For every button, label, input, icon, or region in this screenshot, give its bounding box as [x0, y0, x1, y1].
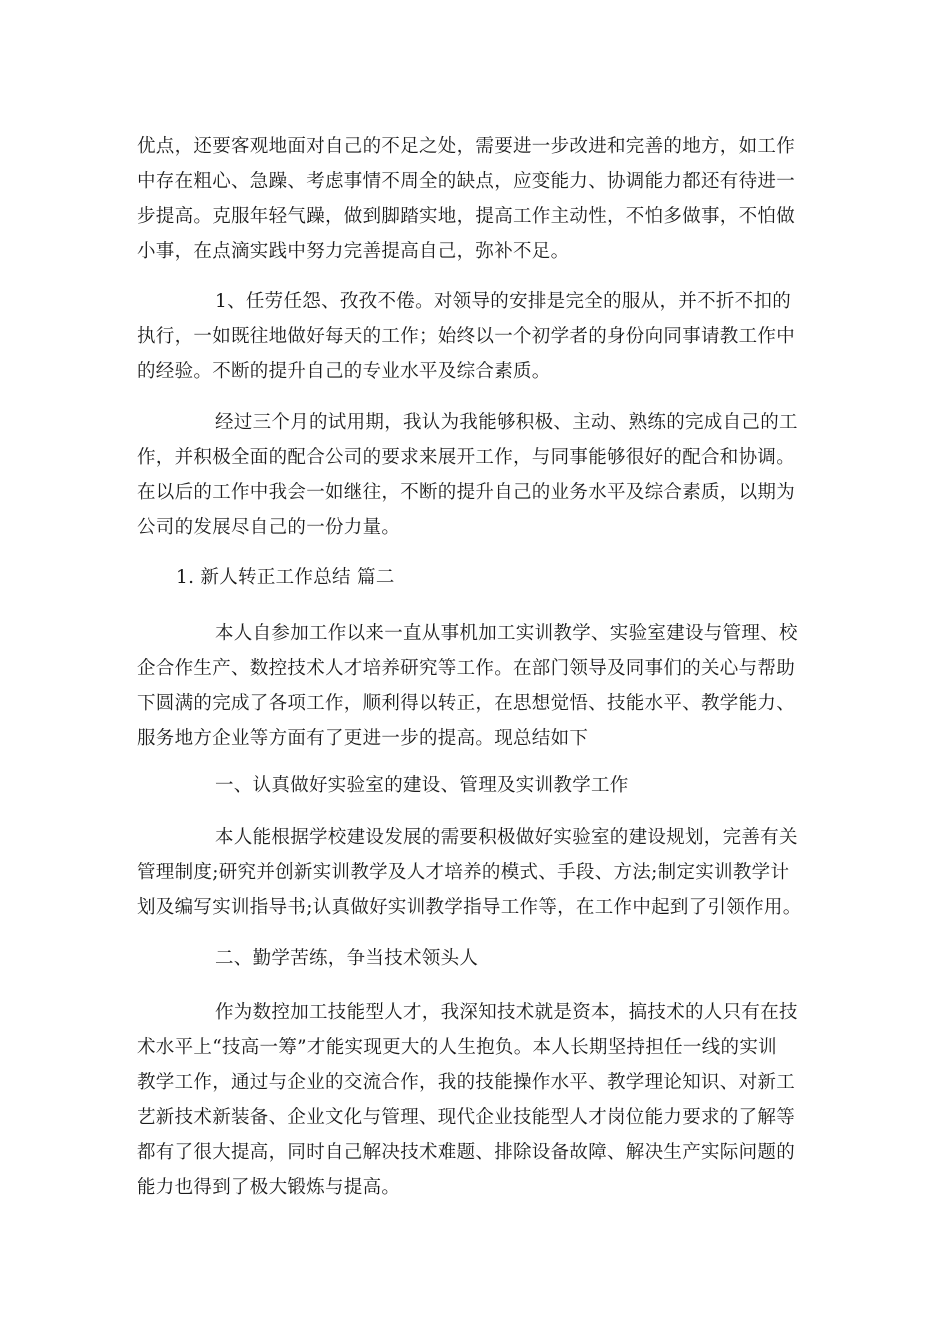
- paragraph-3-line-2: 作，并积极全面的配合公司的要求来展开工作，与同事能够很好的配合和协调。: [137, 447, 796, 468]
- subheading-2: 二、勤学苦练，争当技术领头人: [215, 948, 479, 969]
- paragraph-5-line-4: 服务地方企业等方面有了更进一步的提高。现总结如下: [137, 728, 589, 749]
- paragraph-9-line-6: 能力也得到了极大锻炼与提高。: [137, 1177, 401, 1198]
- paragraph-9-line-3: 教学工作，通过与企业的交流合作，我的技能操作水平、教学理论知识、对新工: [137, 1072, 796, 1093]
- paragraph-1-line-1: 优点，还要客观地面对自己的不足之处，需要进一步改进和完善的地方，如工作: [137, 136, 796, 157]
- section-heading: 1. 新人转正工作总结 篇二: [176, 567, 395, 588]
- paragraph-9-line-1: 作为数控加工技能型人才，我深知技术就是资本，搞技术的人只有在技: [215, 1002, 798, 1023]
- paragraph-9-line-5: 都有了很大提高，同时自己解决技术难题、排除设备故障、解决生产实际问题的: [137, 1142, 796, 1163]
- paragraph-3-line-4: 公司的发展尽自己的一份力量。: [137, 517, 401, 538]
- paragraph-5-line-3: 下圆满的完成了各项工作，顺利得以转正，在思想觉悟、技能水平、教学能力、: [137, 693, 796, 714]
- paragraph-5-line-2: 企合作生产、数控技术人才培养研究等工作。在部门领导及同事们的关心与帮助: [137, 658, 796, 679]
- paragraph-2-line-3: 的经验。不断的提升自己的专业水平及综合素质。: [137, 361, 551, 382]
- paragraph-2-line-1: 1、任劳任怨、孜孜不倦。对领导的安排是完全的服从，并不折不扣的: [215, 291, 792, 312]
- paragraph-7-line-3: 划及编写实训指导书;认真做好实训教学指导工作等，在工作中起到了引领作用。: [137, 897, 802, 918]
- subheading-1: 一、认真做好实验室的建设、管理及实训教学工作: [215, 775, 629, 796]
- paragraph-1-line-4: 小事，在点滴实践中努力完善提高自己，弥补不足。: [137, 241, 570, 262]
- paragraph-1-line-3: 步提高。克服年轻气躁，做到脚踏实地，提高工作主动性，不怕多做事，不怕做: [137, 206, 796, 227]
- paragraph-2-line-2: 执行，一如既往地做好每天的工作；始终以一个初学者的身份向同事请教工作中: [137, 326, 796, 347]
- paragraph-7-line-1: 本人能根据学校建设发展的需要积极做好实验室的建设规划，完善有关: [215, 827, 798, 848]
- paragraph-7-line-2: 管理制度;研究并创新实训教学及人才培养的模式、手段、方法;制定实训教学计: [137, 862, 790, 883]
- paragraph-1-line-2: 中存在粗心、急躁、考虑事情不周全的缺点，应变能力、协调能力都还有待进一: [137, 171, 796, 192]
- paragraph-3-line-1: 经过三个月的试用期，我认为我能够积极、主动、熟练的完成自己的工: [215, 412, 798, 433]
- paragraph-9-line-4: 艺新技术新装备、企业文化与管理、现代企业技能型人才岗位能力要求的了解等: [137, 1107, 796, 1128]
- paragraph-3-line-3: 在以后的工作中我会一如继往，不断的提升自己的业务水平及综合素质，以期为: [137, 482, 796, 503]
- paragraph-9-line-2: 术水平上“技高一筹”才能实现更大的人生抱负。本人长期坚持担任一线的实训: [137, 1037, 777, 1058]
- paragraph-5-line-1: 本人自参加工作以来一直从事机加工实训教学、实验室建设与管理、校: [215, 623, 798, 644]
